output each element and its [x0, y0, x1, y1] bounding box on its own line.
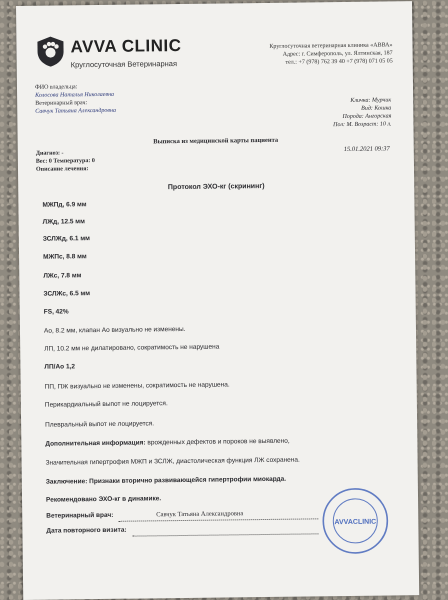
diagnosis: Диагноз: - — [35, 150, 64, 157]
additional-info-label: Дополнительная информация: — [45, 439, 146, 448]
measurement-item: МЖПс, 8.8 мм — [43, 253, 87, 261]
document-page — [16, 1, 419, 600]
document-datetime: 15.01.2021 09:37 — [343, 145, 390, 154]
next-visit-label: Дата повторного визита: — [46, 526, 127, 535]
pet-species: Вид: Кошка — [361, 105, 392, 112]
measurement-item: ЗСЛЖд, 6.1 мм — [42, 235, 90, 243]
additional-info — [45, 436, 385, 449]
lp-text: ЛП, 10.2 мм не дилатировано, сократимость не нарушена — [44, 343, 220, 353]
lp-ao-ratio: ЛП/Ао 1,2 — [44, 363, 76, 371]
stamp-text: AVVACLINIC — [334, 518, 377, 527]
conclusion: Заключение: Признаки вторично развивающейся гипертрофии миокарда. — [45, 475, 287, 486]
next-visit-line — [132, 533, 318, 536]
owner-label: ФИО владельца: — [34, 84, 78, 91]
pet-sex-age: Пол: М. Возраст: 10 л. — [333, 121, 392, 129]
clinic-brand-subtitle: Круглосуточная Ветеринарная — [70, 59, 178, 70]
vet-signature-label: Ветеринарный врач: — [46, 511, 114, 520]
measurement-item: ЗСЛЖс, 6.5 мм — [43, 290, 91, 298]
owner-name: Колосова Наталья Николаевна — [35, 91, 115, 99]
pp-text: ПП, ПЖ визуально не изменены, сократимость не нарушена. — [44, 381, 230, 391]
hypertrophy-text: Значительная гипертрофия МЖП и ЗСЛЖ, диастолическая функция ЛЖ сохранена. — [45, 456, 300, 467]
owner-block — [35, 82, 195, 116]
vet-signature-name: Савчук Татьяна Александровна — [156, 510, 244, 519]
clinic-contacts — [222, 41, 392, 67]
vet-label-top: Ветеринарный врач: — [35, 100, 88, 107]
pleural-text: Плевральный выпот не лоцируется. — [45, 420, 155, 429]
weight-temperature: Вес: 0 Температура: 0 — [35, 158, 95, 165]
pet-block — [251, 96, 391, 130]
vet-name-top: Савчук Татьяна Александровна — [35, 107, 117, 115]
clinic-brand: AVVA CLINIC — [70, 35, 182, 57]
clinic-logo-icon — [36, 35, 64, 67]
ao-text: Ао, 8.2 мм, клапан Ао визуально не изменены. — [43, 325, 186, 335]
clinic-address: Адрес: г. Симферополь, ул. Ялтинская, 187 — [282, 50, 393, 58]
measurement-item: FS, 42% — [43, 308, 69, 316]
clinic-name: Круглосуточная ветеринарная клиника «АВВА» — [269, 42, 393, 50]
clinic-stamp-icon — [320, 485, 391, 556]
measurement-item: МЖПд, 6.9 мм — [42, 201, 87, 209]
clinic-phones: тел.: +7 (978) 762 39 40 +7 (978) 071 05 05 — [285, 58, 393, 66]
pet-nickname: Кличка: Мурчик — [350, 97, 392, 104]
pericardial-text: Перикардиальный выпот не лоцируется. — [44, 400, 168, 409]
pet-breed: Порода: Ангорская — [342, 113, 392, 121]
measurement-item: ЛЖд, 12.5 мм — [42, 218, 85, 226]
measurement-item: ЛЖс, 7.8 мм — [43, 272, 82, 280]
recommendation: Рекомендовано ЭХО-кг в динамике. — [45, 495, 162, 504]
treatment-label: Описание лечения: — [35, 166, 89, 173]
protocol-title: Протокол ЭХО-кг (скрининг) — [167, 182, 265, 192]
patient-meta — [36, 148, 216, 174]
document-title: Выписка из медицинской карты пациента — [153, 136, 279, 146]
signature-line — [118, 518, 318, 521]
additional-info-text: врожденных дефектов и пороков не выявлено, — [145, 437, 290, 447]
